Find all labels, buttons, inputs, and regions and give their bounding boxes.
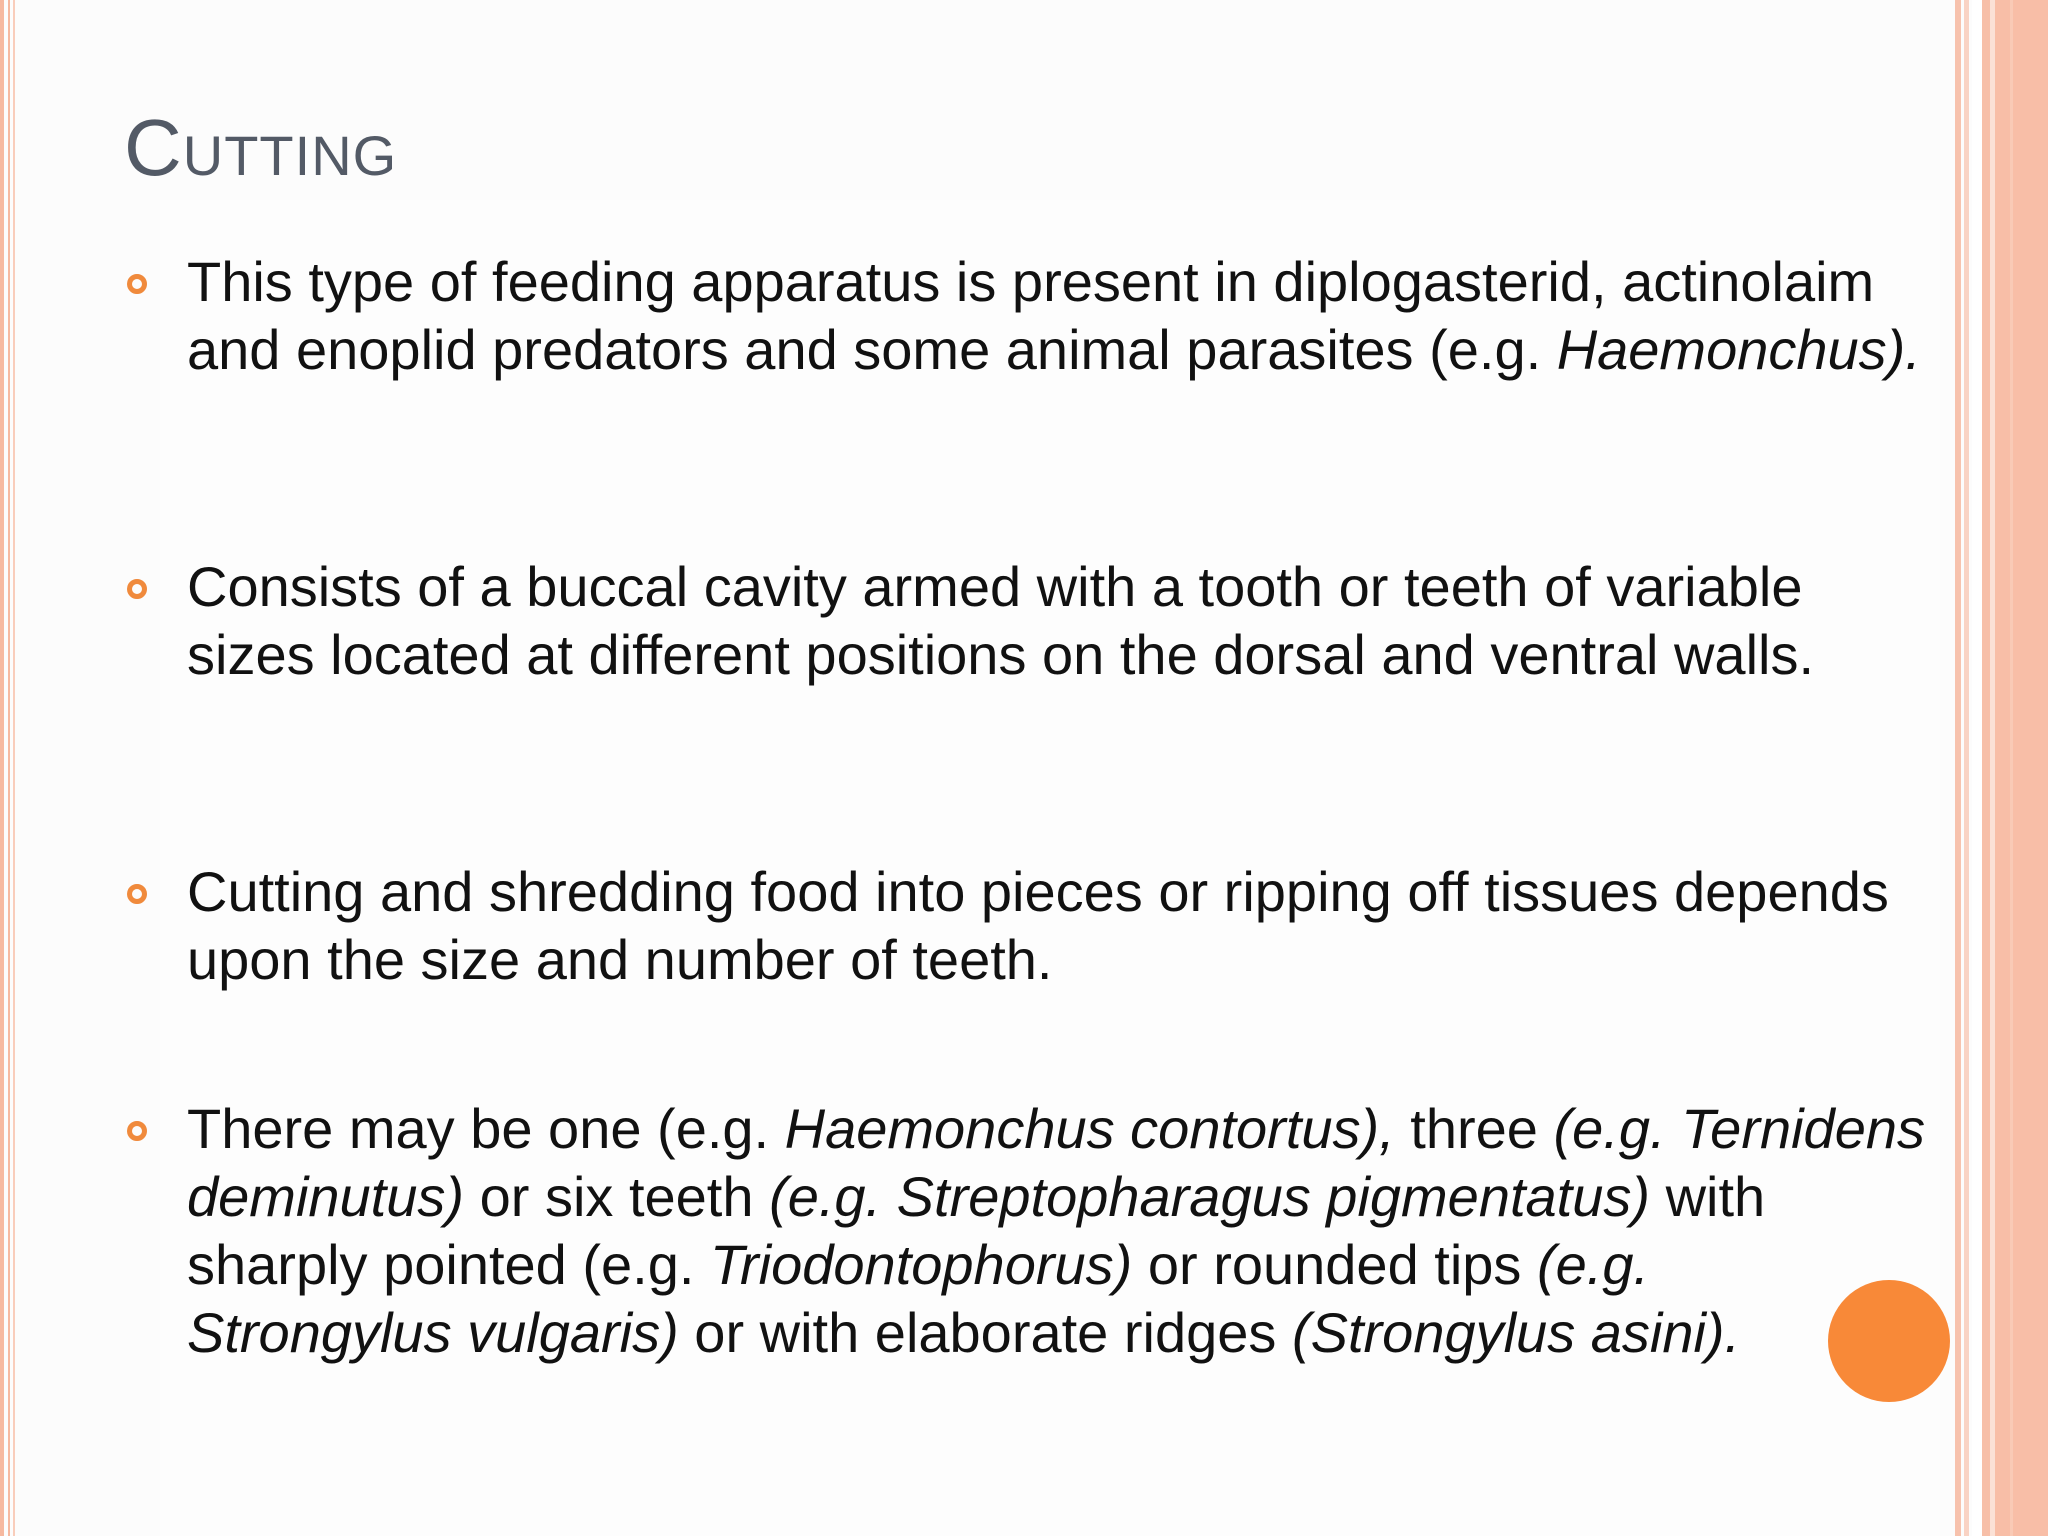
bullet-text-segment: There may be one (e.g. <box>187 1097 785 1160</box>
bullet-text-italic-segment: Haemonchus contortus), <box>784 1097 1395 1160</box>
right-border-stripe <box>1995 0 2048 1536</box>
bullet-text-segment: with sharply pointed (e.g. <box>187 1165 1766 1296</box>
bullet-text <box>187 1095 1927 1367</box>
bullet-text-italic-segment: Triodontophorus) <box>709 1233 1133 1296</box>
right-border-stripe <box>1955 0 1961 1536</box>
right-border-stripe <box>1964 0 1969 1536</box>
bullet-text-italic-segment: (Strongylus asini). <box>1291 1301 1741 1364</box>
right-border-stripe <box>1982 0 1990 1536</box>
bullet-text-segment: or rounded tips <box>1132 1233 1537 1296</box>
bullet-text-segment: or with elaborate ridges <box>678 1301 1292 1364</box>
bullet-text-segment: Consists of a buccal cavity armed with a tooth or teeth of variable sizes located at different positions on the dorsal and ventral walls. <box>187 555 1815 686</box>
bullet-text-segment: or six teeth <box>464 1165 770 1228</box>
bullet-text-italic-segment: (e.g. Strongylus vulgaris) <box>187 1233 1650 1364</box>
bullet-text <box>187 553 1927 689</box>
right-border-stripe <box>2010 0 2013 1536</box>
right-border-stripe <box>1972 0 1982 1536</box>
ring-bullet-icon <box>127 274 147 294</box>
slide-title: Cutting <box>124 103 398 192</box>
bullet-text-segment: This type of feeding apparatus is present in diplogasterid, actinolaim and enoplid predators and some animal parasites (e.g. <box>187 250 1875 381</box>
ring-bullet-icon <box>127 1121 147 1141</box>
ring-bullet-icon <box>127 579 147 599</box>
pointer-highlight-dot <box>1828 1280 1950 1402</box>
bullet-text <box>187 248 1927 384</box>
ring-bullet-icon <box>127 884 147 904</box>
bullet-text-italic-segment: (e.g. Ternidens deminutus) <box>187 1097 1925 1228</box>
bullet-text-italic-segment: (e.g. Streptopharagus pigmentatus) <box>769 1165 1651 1228</box>
bullet-text-segment: Cutting and shredding food into pieces or ripping off tissues depends upon the size and number of teeth. <box>187 860 1889 991</box>
bullet-text-italic-segment: Haemonchus). <box>1556 318 1921 381</box>
bullet-text <box>187 858 1927 994</box>
bullet-text-segment: three <box>1394 1097 1554 1160</box>
